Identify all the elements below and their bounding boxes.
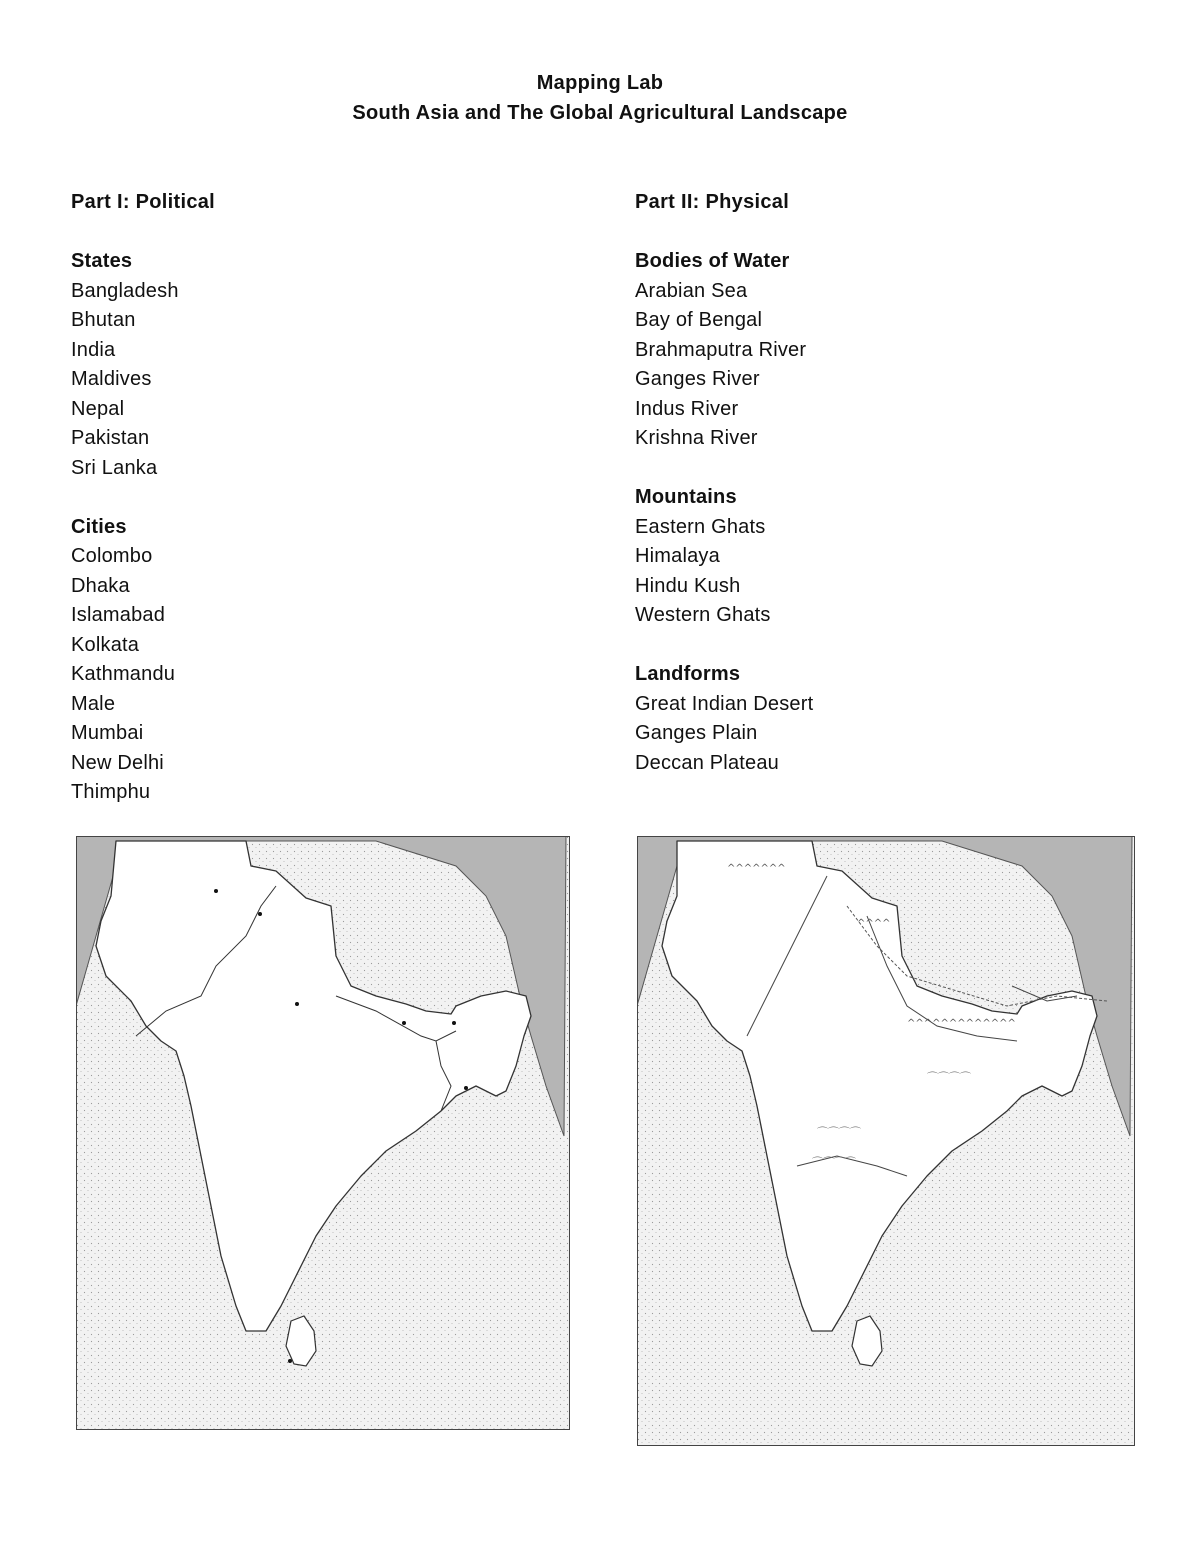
landforms-section bbox=[635, 660, 1135, 778]
cities-section bbox=[71, 513, 571, 808]
mountain-symbols: ^^^^^^^^^^^^^ bbox=[907, 1018, 1016, 1029]
landforms-heading: Landforms bbox=[635, 663, 741, 685]
list-item: Ganges River bbox=[635, 368, 760, 390]
water-section bbox=[635, 247, 1135, 454]
list-item: Great Indian Desert bbox=[635, 692, 814, 715]
list-item: Pakistan bbox=[71, 427, 150, 449]
list-item: New Delhi bbox=[71, 751, 164, 774]
list-item: Kathmandu bbox=[71, 663, 176, 685]
list-item: Mumbai bbox=[71, 722, 144, 744]
list-item: Kolkata bbox=[71, 633, 140, 656]
list-item: Deccan Plateau bbox=[635, 751, 780, 774]
city-dot bbox=[452, 1021, 456, 1025]
city-dot bbox=[258, 912, 262, 916]
plateau-symbols: ⌒⌒⌒⌒ bbox=[817, 1126, 861, 1139]
page-title: Mapping Lab bbox=[536, 72, 664, 94]
city-dot bbox=[464, 1086, 468, 1090]
list-item: Ganges Plain bbox=[635, 722, 758, 744]
list-item: Bhutan bbox=[71, 309, 136, 331]
list-item: Islamabad bbox=[71, 604, 166, 626]
mountains-section bbox=[635, 483, 1135, 631]
mountain-symbols: ^^^^^^^ bbox=[727, 863, 786, 874]
list-item: Bangladesh bbox=[71, 279, 179, 302]
list-item: Brahmaputra River bbox=[635, 338, 807, 361]
page-subtitle: South Asia and The Global Agricultural Landscape bbox=[352, 102, 848, 124]
list-item: Male bbox=[71, 692, 116, 715]
list-item: Western Ghats bbox=[635, 604, 771, 626]
list-item: Indus River bbox=[635, 397, 739, 420]
states-heading: States bbox=[71, 250, 133, 272]
city-dot bbox=[288, 1359, 292, 1363]
list-item: Krishna River bbox=[635, 427, 758, 449]
list-item: Arabian Sea bbox=[635, 279, 748, 302]
physical-outline-map bbox=[637, 836, 1135, 1446]
city-dot bbox=[402, 1021, 406, 1025]
list-item: Eastern Ghats bbox=[635, 515, 766, 538]
list-item: Dhaka bbox=[71, 574, 130, 597]
list-item: Nepal bbox=[71, 397, 125, 420]
part-physical-column bbox=[635, 188, 1135, 808]
states-section bbox=[71, 247, 571, 483]
list-item: Himalaya bbox=[635, 545, 720, 567]
list-item: India bbox=[71, 338, 116, 361]
part-physical-heading: Part II: Physical bbox=[635, 191, 790, 213]
list-item: Colombo bbox=[71, 545, 153, 567]
list-item: Maldives bbox=[71, 368, 152, 390]
plateau-symbols: ⌒⌒⌒⌒ bbox=[812, 1156, 856, 1169]
part-political-heading: Part I: Political bbox=[71, 191, 216, 213]
water-heading: Bodies of Water bbox=[635, 250, 790, 272]
mountain-symbols: ^^^^ bbox=[857, 918, 891, 929]
political-outline-map bbox=[76, 836, 570, 1430]
part-political-column bbox=[71, 188, 571, 837]
plateau-symbols: ⌒⌒⌒⌒ bbox=[927, 1071, 971, 1084]
city-dot bbox=[214, 889, 218, 893]
cities-heading: Cities bbox=[71, 515, 127, 538]
list-item: Sri Lanka bbox=[71, 456, 158, 479]
list-item: Hindu Kush bbox=[635, 574, 741, 597]
list-item: Thimphu bbox=[71, 781, 151, 803]
list-item: Bay of Bengal bbox=[635, 309, 763, 331]
mountains-heading: Mountains bbox=[635, 486, 737, 508]
city-dot bbox=[295, 1002, 299, 1006]
